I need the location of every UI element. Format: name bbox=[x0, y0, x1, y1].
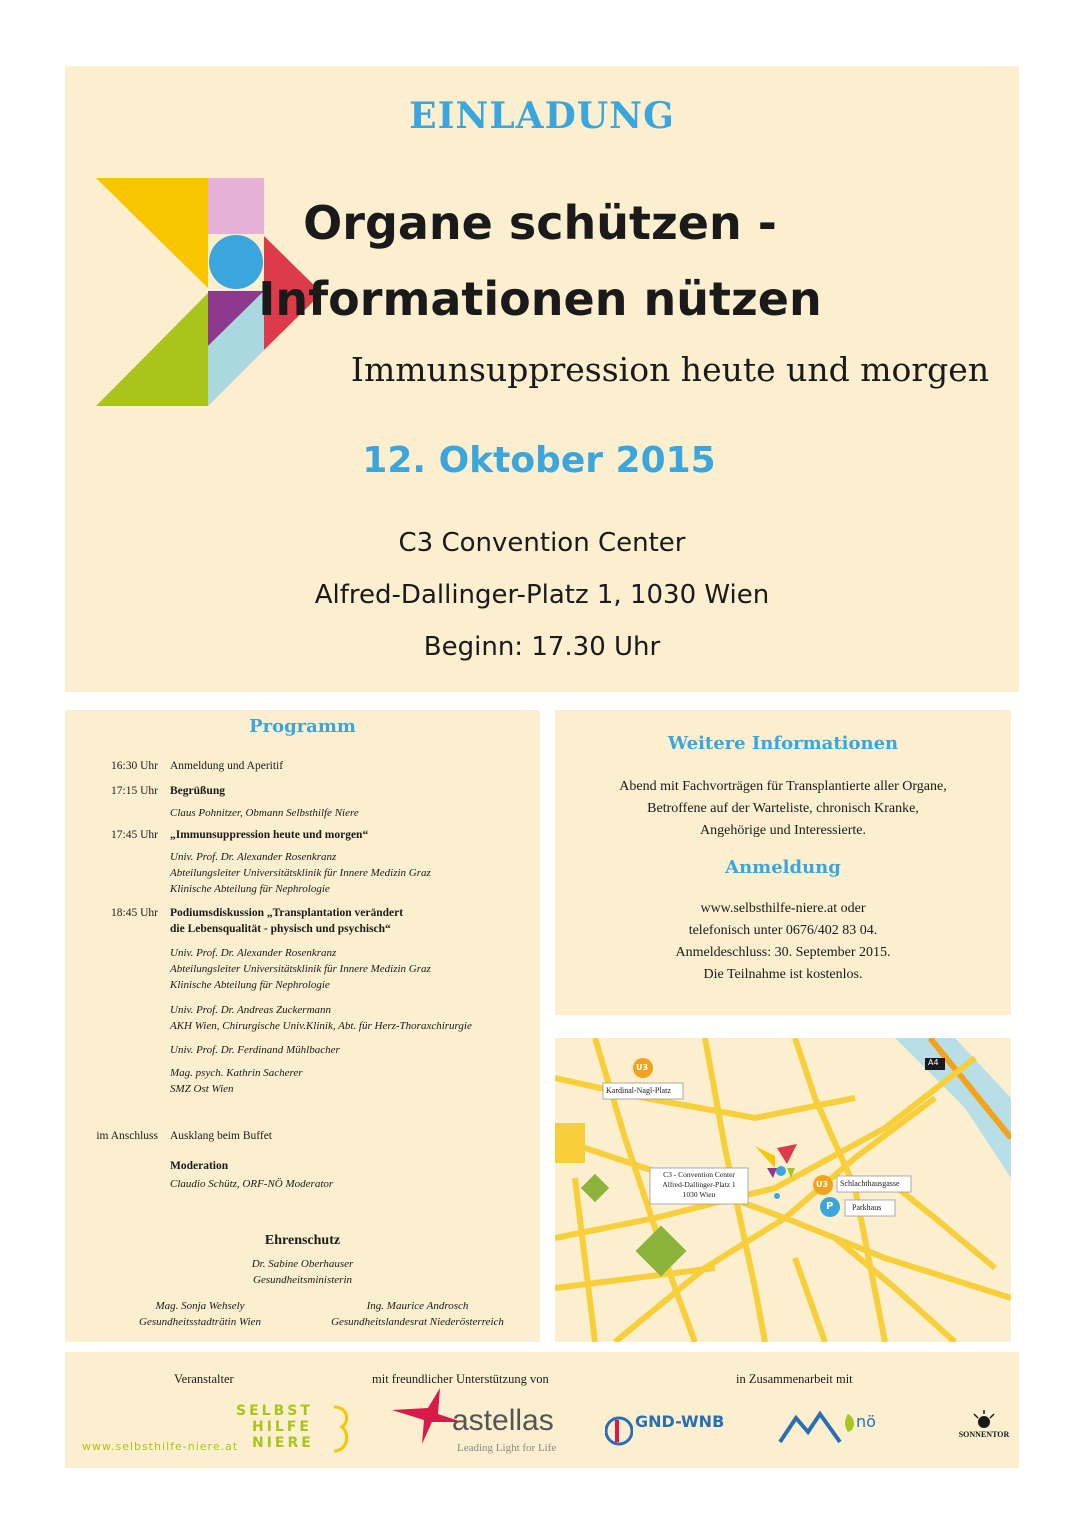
logo-text: HILFE bbox=[252, 1419, 312, 1435]
program-detail: AKH Wien, Chirurgische Univ.Klinik, Abt. für Herz-Thoraxchirurgie bbox=[170, 1020, 472, 1032]
title-line-1: Organe schützen - bbox=[303, 196, 777, 250]
program-title: „Immunsuppression heute und morgen“ bbox=[170, 829, 369, 841]
program-title: Begrüßung bbox=[170, 785, 225, 797]
subtitle: Immunsuppression heute und morgen bbox=[350, 350, 990, 389]
start-time: Beginn: 17.30 Uhr bbox=[423, 632, 661, 662]
program-detail: Abteilungsleiter Universitätsklinik für Innere Medizin Graz bbox=[170, 867, 431, 879]
program-detail: Univ. Prof. Dr. Alexander Rosenkranz bbox=[170, 851, 337, 863]
title-line-2: Informationen nützen bbox=[258, 272, 822, 326]
moderation-name: Claudio Schütz, ORF-NÖ Moderator bbox=[170, 1178, 334, 1190]
info-heading: Weitere Informationen bbox=[667, 733, 899, 754]
info-line: Betroffene auf der Warteliste, chronisch Kranke, bbox=[647, 801, 919, 816]
noe-logo bbox=[844, 1412, 876, 1431]
sonnentor-logo bbox=[954, 1410, 1014, 1439]
park-green-1 bbox=[581, 1174, 609, 1202]
program-detail: Univ. Prof. Dr. Alexander Rosenkranz bbox=[170, 947, 337, 959]
program-time: im Anschluss bbox=[96, 1130, 158, 1142]
program-time: 17:45 Uhr bbox=[111, 829, 158, 841]
registration-line: Anmeldeschluss: 30. September 2015. bbox=[675, 945, 891, 960]
selbsthilfe-niere-logo bbox=[236, 1403, 356, 1455]
program-heading: Programm bbox=[249, 716, 356, 737]
a4-label: A4 bbox=[928, 1058, 939, 1067]
program-detail: Klinische Abteilung für Nephrologie bbox=[170, 883, 330, 895]
program-title: Podiumsdiskussion „Transplantation verändert bbox=[170, 907, 404, 919]
registration-line: telefonisch unter 0676/402 83 04. bbox=[688, 923, 878, 938]
station-kardinal-nagl-platz: Kardinal-Nagl-Platz bbox=[606, 1086, 671, 1095]
venue-label-line: Alfred-Dallinger-Platz 1 bbox=[662, 1180, 736, 1189]
patron-name: Mag. Sonja Wehsely bbox=[155, 1300, 245, 1312]
u3-label: U3 bbox=[636, 1063, 649, 1072]
program-detail: Claus Pohnitzer, Obmann Selbsthilfe Niere bbox=[170, 807, 359, 819]
program-title-cont: die Lebensqualität - physisch und psychisch“ bbox=[170, 923, 391, 935]
venue-label bbox=[650, 1170, 748, 1200]
program-detail: SMZ Ost Wien bbox=[170, 1083, 234, 1095]
venue-name: C3 Convention Center bbox=[398, 528, 686, 558]
leaf-icon bbox=[844, 1412, 858, 1434]
logo-text: SELBST bbox=[236, 1403, 313, 1419]
invitation-kicker: EINLADUNG bbox=[409, 95, 675, 137]
noe-text: nö bbox=[856, 1412, 876, 1431]
event-date: 12. Oktober 2015 bbox=[362, 440, 716, 481]
location-map bbox=[555, 1038, 1011, 1342]
gnd-text: GND-WNB bbox=[635, 1412, 725, 1431]
moderation-label: Moderation bbox=[170, 1160, 229, 1172]
patron-name: Dr. Sabine Oberhauser bbox=[251, 1258, 354, 1270]
program-detail: Abteilungsleiter Universitätsklinik für Innere Medizin Graz bbox=[170, 963, 431, 975]
patron-role: Gesundheitsministerin bbox=[253, 1274, 352, 1286]
patron-name: Ing. Maurice Androsch bbox=[366, 1300, 469, 1312]
park-area bbox=[555, 1123, 585, 1163]
organizer-label: Veranstalter bbox=[174, 1372, 234, 1386]
ehrenschutz-heading: Ehrenschutz bbox=[264, 1233, 341, 1248]
kidney-icon bbox=[328, 1405, 352, 1453]
program-title: Ausklang beim Buffet bbox=[170, 1130, 272, 1142]
gnd-wnb-logo bbox=[605, 1412, 735, 1452]
parking-garage-label: Parkhaus bbox=[852, 1203, 882, 1212]
sonnentor-text: SONNENTOR bbox=[958, 1430, 1010, 1439]
program-time: 16:30 Uhr bbox=[111, 760, 158, 772]
program-detail: Klinische Abteilung für Nephrologie bbox=[170, 979, 330, 991]
venue-address: Alfred-Dallinger-Platz 1, 1030 Wien bbox=[314, 580, 770, 610]
program-detail: Univ. Prof. Dr. Ferdinand Mühlbacher bbox=[170, 1044, 340, 1056]
program-detail: Univ. Prof. Dr. Andreas Zuckermann bbox=[170, 1004, 332, 1016]
website-link[interactable]: www.selbsthilfe-niere.at bbox=[82, 1440, 239, 1453]
info-line: Abend mit Fachvorträgen für Transplantierte aller Organe, bbox=[619, 779, 947, 794]
program-title: Anmeldung und Aperitif bbox=[170, 760, 284, 772]
registration-line: Die Teilnahme ist kostenlos. bbox=[703, 967, 863, 982]
astellas-tagline: Leading Light for Life bbox=[457, 1442, 557, 1454]
program-time: 17:15 Uhr bbox=[111, 785, 158, 797]
venue-label-line: C3 - Convention Center bbox=[663, 1170, 735, 1179]
patron-role: Gesundheitslandesrat Niederösterreich bbox=[331, 1316, 504, 1328]
venue-label-line: 1030 Wien bbox=[682, 1190, 716, 1199]
sun-icon bbox=[972, 1410, 996, 1430]
registration-heading: Anmeldung bbox=[725, 857, 841, 878]
parking-label: P bbox=[826, 1201, 834, 1212]
support-label: mit freundlicher Unterstützung von bbox=[372, 1372, 549, 1386]
program-time: 18:45 Uhr bbox=[111, 907, 158, 919]
info-line: Angehörige und Interessierte. bbox=[700, 823, 866, 838]
park-green-2 bbox=[636, 1226, 687, 1277]
noe-gesundheitsfonds-icon bbox=[778, 1410, 842, 1444]
cooperation-label: in Zusammenarbeit mit bbox=[736, 1372, 853, 1386]
u3-label: U3 bbox=[816, 1180, 829, 1189]
station-schlachthausgasse: Schlachthausgasse bbox=[840, 1179, 900, 1188]
gnd-emblem-icon bbox=[605, 1414, 633, 1448]
program-detail: Mag. psych. Kathrin Sacherer bbox=[170, 1067, 303, 1079]
logo-text: NIERE bbox=[252, 1435, 314, 1451]
registration-line: www.selbsthilfe-niere.at oder bbox=[700, 901, 866, 916]
map-panel bbox=[555, 1038, 1011, 1342]
patron-role: Gesundheitsstadträtin Wien bbox=[139, 1316, 261, 1328]
astellas-logo-text: astellas bbox=[452, 1404, 554, 1437]
